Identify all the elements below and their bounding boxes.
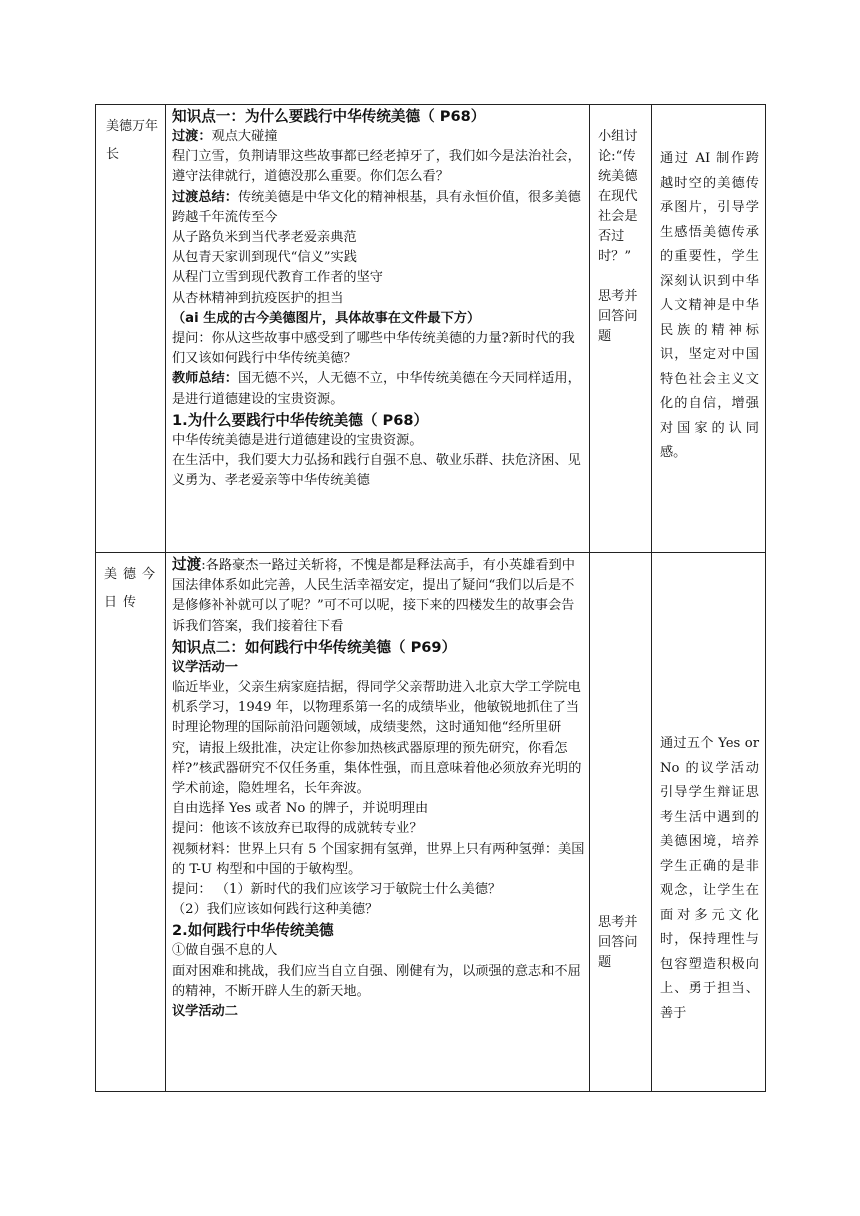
ai-note: （ai 生成的古今美德图片，具体故事在文件最下方） — [172, 310, 481, 326]
paragraph: 程门立雪，负荆请罪这些故事都已经老掉牙了，我们如今是法治社会，遵守法律就行，道德没那么重要。你们怎么看？ — [172, 149, 581, 185]
stage-cell — [96, 553, 166, 1092]
transition-label: 过渡： — [172, 129, 212, 144]
teacher-summary-text: 国无德不兴，人无德不立，中华传统美德在今天同样适用，是进行道德建设的宝贵资源。 — [172, 371, 581, 407]
goal-cell — [652, 553, 766, 1092]
activity-heading: 议学活动一 — [172, 659, 238, 675]
lesson-table — [95, 104, 766, 1092]
stage-label: 美德万年长 — [106, 119, 159, 162]
section-heading: 2.如何践行中华传统美德 — [172, 922, 334, 940]
question: 提问： （1）新时代的我们应该学习于敏院士什么美德？ — [172, 882, 502, 898]
activity-heading: 议学活动二 — [172, 1004, 238, 1020]
activity-cell — [590, 553, 652, 1092]
student-activity: 思考并回答问题 — [598, 915, 638, 970]
content-cell — [166, 553, 590, 1092]
answer-line: 在生活中，我们要大力弘扬和践行自强不息、敬业乐群、扶危济困、见义勇为、孝老爱亲等中华传统美德 — [172, 453, 581, 489]
activity-cell — [590, 105, 652, 553]
answer-line: 中华传统美德是进行道德建设的宝贵资源。 — [172, 432, 423, 448]
list-item: 从杏林精神到抗疫医护的担当 — [172, 290, 344, 306]
answer-line: 面对困难和挑战，我们应当自立自强、刚健有为，以顽强的意志和不屈的精神，不断开辟人生的新天地。 — [172, 963, 581, 999]
transition-text: 观点大碰撞 — [211, 129, 278, 144]
design-intent: 通过五个 Yes or No 的议学活动引导学生辩证思考生活中遇到的美德困境，培养学生正确的是非观念，让学生在面对多元文化时，保持理性与包容塑造积极向上、勇于担当、善于 — [660, 736, 759, 1021]
list-item: 从程门立雪到现代教育工作者的坚守 — [172, 270, 383, 286]
question: 提问：他该不该放弃已取得的成就转专业？ — [172, 821, 423, 837]
content-cell — [166, 105, 590, 553]
video-material: 视频材料：世界上只有 5 个国家拥有氢弹，世界上只有两种氢弹：美国的 T-U 构型和中国的于敏构型。 — [172, 841, 585, 877]
table-row — [96, 105, 766, 553]
list-item: 从子路负米到当代孝老爱亲典范 — [172, 230, 357, 246]
transition-text: :各路豪杰一路过关斩将，不愧是都是释法高手，有小英雄看到中国法律体系如此完善，人民生活幸福安定，提出了疑问“我们以后是不是修修补补就可以了呢？”可不可以呢，接下来的四楼发生的故事会告诉我们答案，我们接着往下看 — [172, 558, 575, 634]
question: 提问：你从这些故事中感受到了哪些中华传统美德的力量?新时代的我们又该如何践行中华传统美德？ — [172, 331, 575, 367]
stage-label: 美德今日传 — [104, 567, 162, 610]
table-row — [96, 553, 766, 1092]
knowledge-point-heading: 知识点一：为什么要践行中华传统美德（ P68） — [172, 108, 486, 125]
design-intent: 通过 AI 制作跨越时空的美德传承图片，引导学生感悟美德传承的重要性，学生深刻认识到中华人文精神是中华民族的精神标识，坚定对中国特色社会主义文化的自信，增强对国家的认同感。 — [660, 151, 759, 460]
transition-label: 过渡 — [172, 556, 202, 573]
story-paragraph: 临近毕业，父亲生病家庭拮据，得同学父亲帮助进入北京大学工学院电机系学习，1949 年，以物理系第一名的成绩毕业，他敏锐地抓住了当时理论物理的国际前沿问题领域，成绩斐然，这时通知他“经所里研究，请报上级批准，决定让你参加热核武器原理的预先研究，你看怎样?”核武器研究不仅任务重，集体性强，而且意味着他必须放弃光明的学术前途，隐姓埋名，长年奔波。 — [172, 680, 582, 797]
question: （2）我们应该如何践行这种美德？ — [172, 902, 379, 918]
summary-label: 过渡总结： — [172, 189, 238, 205]
teacher-summary-label: 教师总结： — [172, 371, 238, 387]
section-heading: 1.为什么要践行中华传统美德（ P68） — [172, 411, 429, 429]
list-item: 从包青天家训到现代“信义”实践 — [172, 250, 357, 266]
sub-heading: ①做自强不息的人 — [172, 943, 278, 959]
goal-cell — [652, 105, 766, 553]
instruction: 自由选择 Yes 或者 No 的牌子，并说明理由 — [172, 801, 429, 817]
stage-cell — [96, 105, 166, 553]
student-activity: 思考并回答问题 — [598, 289, 638, 344]
summary-text: 传统美德是中华文化的精神根基，具有永恒价值，很多美德跨越千年流传至今 — [172, 189, 581, 225]
knowledge-point-heading: 知识点二：如何践行中华传统美德（ P69） — [172, 638, 457, 656]
student-activity: 小组讨论:“传统美德在现代社会是否过时？” — [598, 129, 638, 264]
